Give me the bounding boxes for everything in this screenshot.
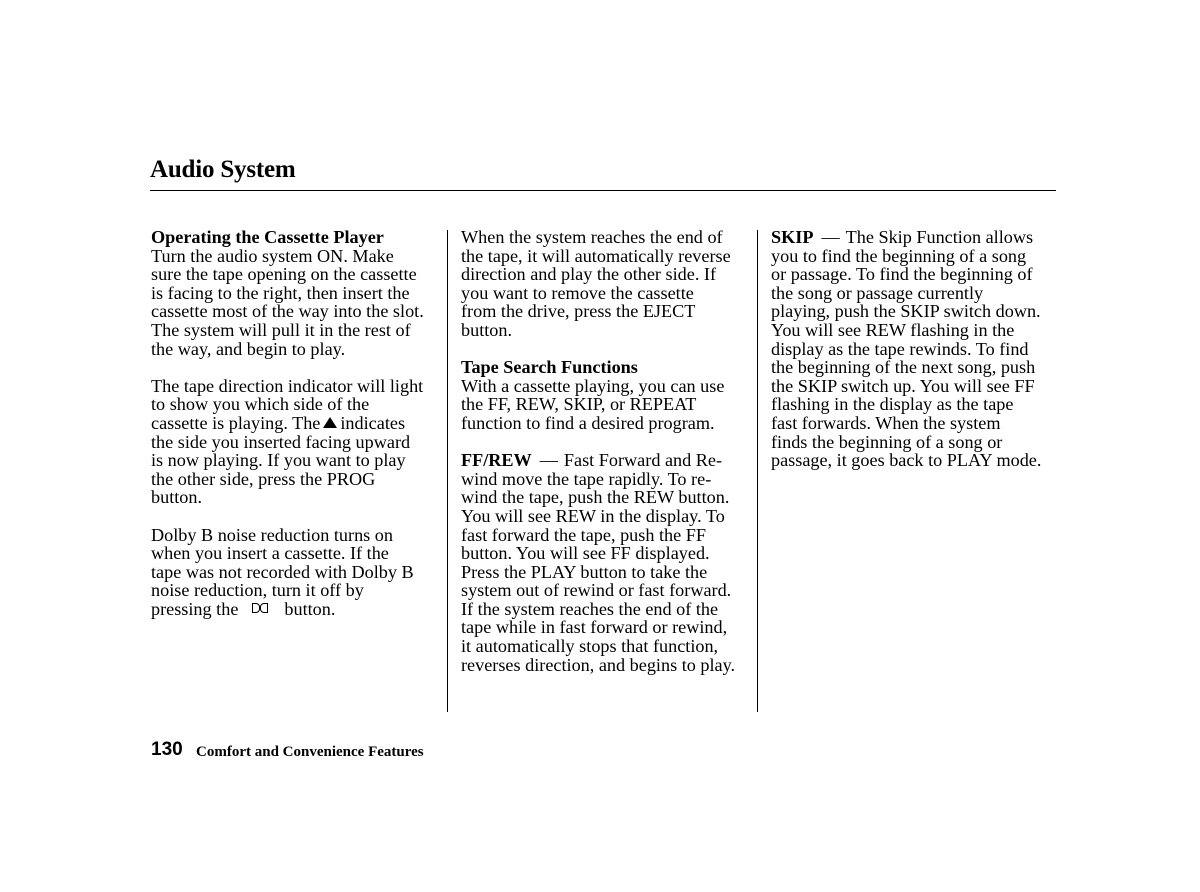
column-2: [461, 228, 753, 674]
text-line: passage, it goes back to PLAY mode.: [771, 450, 1042, 471]
text-line: sure the tape opening on the cassette: [151, 264, 417, 285]
text-line: it automatically stops that function,: [461, 636, 719, 657]
text-line: the tape, it will automatically reverse: [461, 245, 731, 266]
term-skip: SKIP: [771, 227, 814, 247]
text-line: you want to remove the cassette: [461, 282, 694, 303]
text-line: The system will pull it in the rest of: [151, 319, 411, 340]
text-line: button.: [461, 319, 513, 340]
text-line: from the drive, press the EJECT: [461, 301, 696, 322]
text-line: When the system reaches the end of: [461, 227, 723, 247]
text-line: is now playing. If you want to play: [151, 450, 406, 471]
text-line: fast forward the tape, push the FF: [461, 524, 706, 545]
text-line: With a cassette playing, you can use: [461, 375, 725, 396]
section-heading-tape-search: Tape Search Functions: [461, 357, 638, 378]
text-line: system out of rewind or fast forward.: [461, 580, 732, 601]
text-line: Press the PLAY button to take the: [461, 561, 708, 582]
text-line: cassette most of the way into the slot.: [151, 301, 424, 322]
text-line: You will see REW in the display. To: [461, 505, 725, 526]
column-3: [771, 228, 1061, 470]
em-dash: —: [539, 450, 558, 471]
footer-section-title: Comfort and Convenience Features: [196, 744, 424, 760]
text-line: to show you which side of the: [151, 394, 370, 415]
text-line: or passage. To find the beginning of: [771, 264, 1033, 285]
text-line: You will see REW flashing in the: [771, 319, 1015, 340]
column-divider: [447, 230, 448, 712]
text-line: tape while in fast forward or rewind,: [461, 617, 728, 638]
triangle-up-icon: [323, 417, 337, 428]
paragraph-gap: [461, 340, 753, 359]
text-line: button.: [151, 487, 203, 508]
text-line: the FF, REW, SKIP, or REPEAT: [461, 394, 697, 415]
em-dash: —: [821, 227, 840, 247]
text-line: wind move the tape rapidly. To re-: [461, 468, 712, 489]
text-fragment: Fast Forward and Re-: [563, 450, 723, 471]
text-fragment: The Skip Function allows: [845, 227, 1034, 247]
text-line: finds the beginning of a song or: [771, 431, 1003, 452]
text-line: the SKIP switch up. You will see FF: [771, 375, 1035, 396]
text-fragment: indicates: [340, 412, 406, 433]
text-line-with-icon: [151, 600, 443, 619]
text-line: fast forwards. When the system: [771, 412, 1001, 433]
page-title: Audio System: [150, 156, 296, 183]
paragraph-gap: [151, 507, 443, 526]
text-line: button. You will see FF displayed.: [461, 543, 710, 564]
text-line: reverses direction, and begins to play.: [461, 654, 736, 675]
page-number: 130: [151, 739, 183, 760]
dolby-icon: [252, 603, 268, 613]
text-line: the song or passage currently: [771, 282, 984, 303]
column-1: [151, 228, 443, 618]
text-line: function to find a desired program.: [461, 412, 715, 433]
text-line-with-term: [461, 451, 753, 470]
text-fragment: cassette is playing. The: [151, 412, 321, 433]
term-ff-rew: FF/REW: [461, 450, 532, 471]
text-line: Dolby B noise reduction turns on: [151, 524, 393, 545]
text-fragment: pressing the: [151, 598, 239, 619]
paragraph-gap: [151, 358, 443, 377]
text-line-with-term: [771, 228, 1061, 247]
text-line: the way, and begin to play.: [151, 338, 346, 359]
text-line: Turn the audio system ON. Make: [151, 245, 394, 266]
text-line-with-icon: [151, 414, 443, 433]
column-divider: [757, 230, 758, 712]
title-rule: [150, 190, 1056, 191]
text-line: flashing in the display as the tape: [771, 394, 1014, 415]
text-line: If the system reaches the end of the: [461, 598, 719, 619]
text-line: playing, push the SKIP switch down.: [771, 301, 1041, 322]
paragraph-gap: [461, 433, 753, 452]
text-line: is facing to the right, then insert the: [151, 282, 410, 303]
text-line: the other side, press the PROG: [151, 468, 376, 489]
text-line: direction and play the other side. If: [461, 264, 717, 285]
section-heading-cassette: Operating the Cassette Player: [151, 227, 384, 247]
text-line: the beginning of the next song, push: [771, 357, 1036, 378]
text-fragment: button.: [284, 598, 336, 619]
text-line: display as the tape rewinds. To find: [771, 338, 1029, 359]
text-line: The tape direction indicator will light: [151, 375, 424, 396]
text-line: wind the tape, push the REW button.: [461, 487, 730, 508]
text-line: you to find the beginning of a song: [771, 245, 1027, 266]
text-line: tape was not recorded with Dolby B: [151, 561, 414, 582]
text-line: when you insert a cassette. If the: [151, 543, 389, 564]
text-line: the side you inserted facing upward: [151, 431, 411, 452]
text-line: noise reduction, turn it off by: [151, 580, 364, 601]
